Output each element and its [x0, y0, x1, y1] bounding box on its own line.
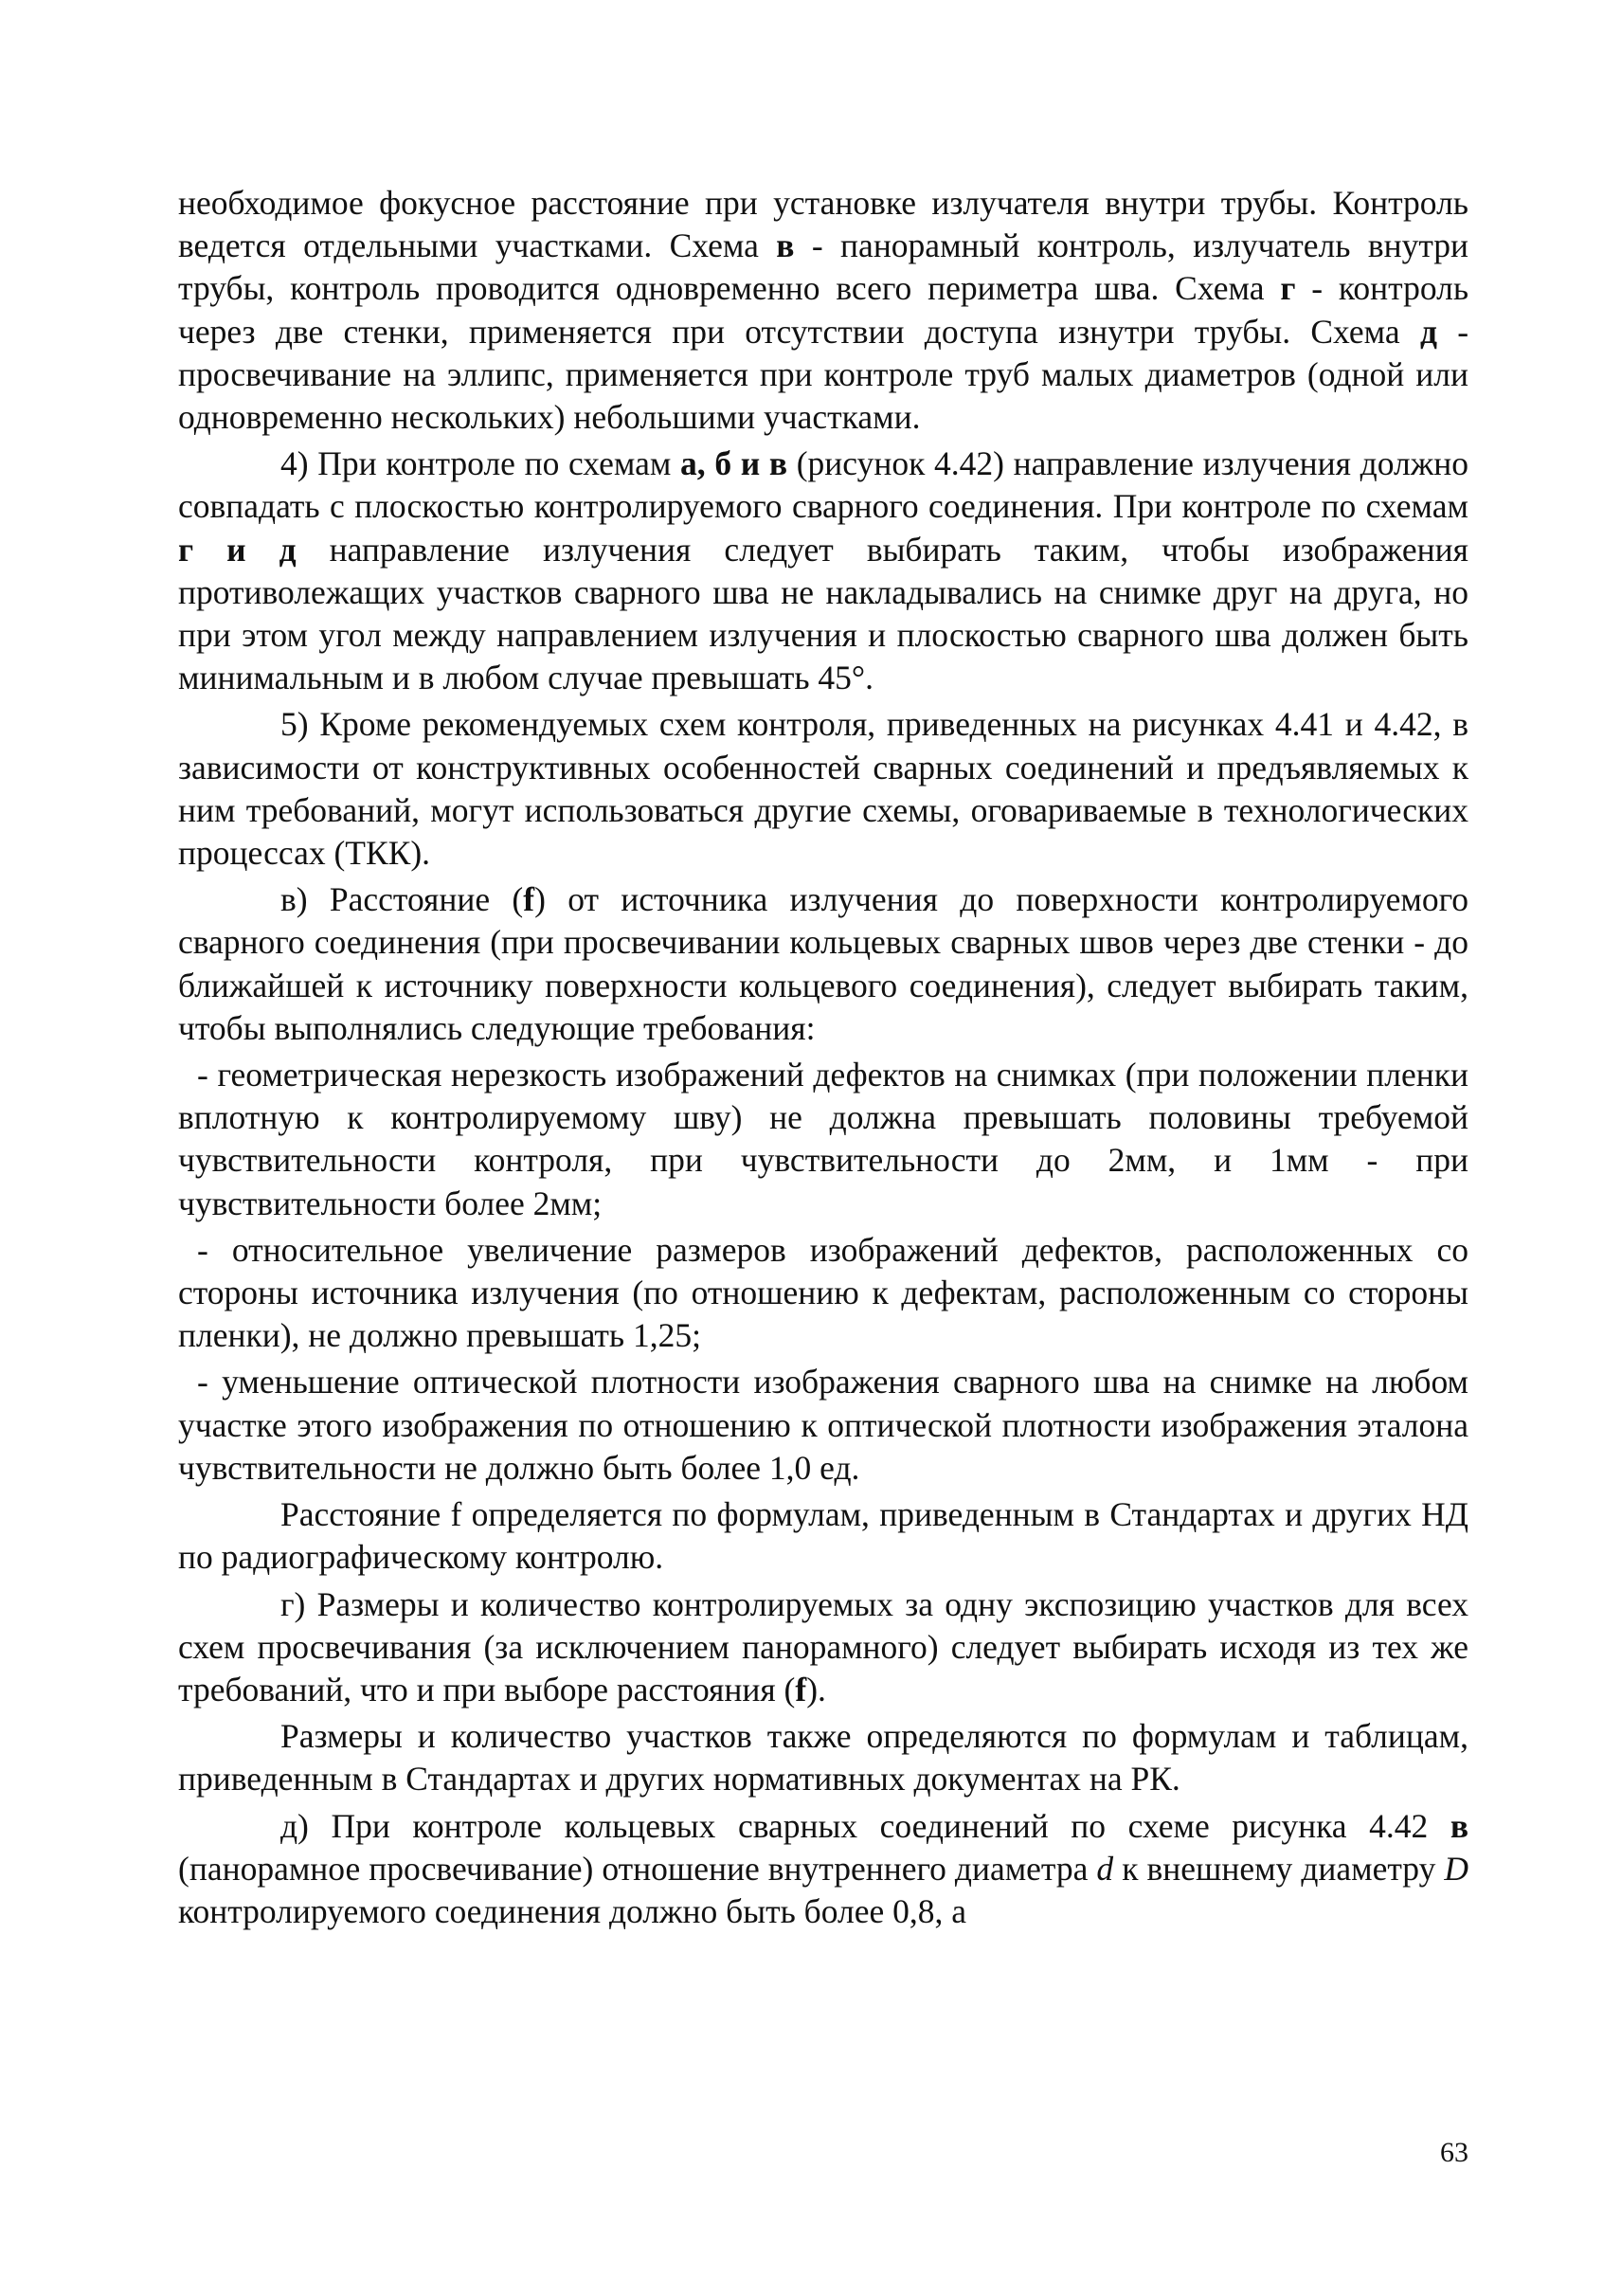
paragraph-item-g-sizes: г) Размеры и количество контролируемых за одну экспозицию участков для всех схем просвечивания (за исключением панорамного) следует выбирать исходя из тех же требований, что и при выборе расстояния (f). [178, 1584, 1468, 1708]
paragraph-item-d-ring-welds: д) При контроле кольцевых сварных соединений по схеме рисунка 4.42 в (панорамное просвечивание) отношение внутреннего диаметра d к внешнему диаметру D контролируемого соединения должно быть более 0,8, а [178, 1806, 1469, 1930]
body-text [178, 182, 1468, 1937]
paragraph-distance-formula: Расстояние f определяется по формулам, приведенным в Стандартах и других НД по радиографическому контролю. [178, 1495, 1468, 1577]
requirement-geometric-unsharpness: - геометрическая нерезкость изображений дефектов на снимках (при положении пленки вплотную к контролируемому шву) не должна превышать половины требуемой чувствительности контроля, при чувствительности до 2мм, и 1мм - при чувствительности более 2мм; [178, 1056, 1468, 1222]
paragraph-item-v-distance: в) Расстояние (f) от источника излучения до поверхности контролируемого сварного соединения (при просвечивании кольцевых сварных швов через две стенки - до ближайшей к источнику поверхности кольцевого соединения), следует выбирать таким, чтобы выполнялись следующие требования: [178, 880, 1468, 1047]
page-number: 63 [1440, 2137, 1468, 2168]
paragraph-schemes-description: необходимое фокусное расстояние при установке излучателя внутри трубы. Контроль ведется отдельными участками. Схема в - панорамный контроль, излучатель внутри трубы, контроль проводится одновременно всего периметра шва. Схема г - контроль через две стенки, применяется при отсутствии доступа изнутри трубы. Схема д - просвечивание на эллипс, применяется при контроле труб малых диаметров (одной или одновременно нескольких) небольшими участками. [178, 184, 1469, 437]
requirement-optical-density: - уменьшение оптической плотности изображения сварного шва на снимке на любом участке этого изображения по отношению к оптической плотности изображения эталона чувствительности не должно быть более 1,0 ед. [178, 1363, 1468, 1487]
requirement-relative-magnification: - относительное увеличение размеров изображений дефектов, расположенных со стороны источника излучения (по отношению к дефектам, расположенным со стороны пленки), не должно превышать 1,25; [178, 1230, 1468, 1355]
paragraph-item-5: 5) Кроме рекомендуемых схем контроля, приведенных на рисунках 4.41 и 4.42, в зависимости от конструктивных особенностей сварных соединений и предъявляемых к ним требований, могут использоваться другие схемы, оговариваемые в технологических процессах (ТКК). [178, 705, 1468, 873]
paragraph-item-4: 4) При контроле по схемам а, б и в (рисунок 4.42) направление излучения должно совпадать с плоскостью контролируемого сварного соединения. При контроле по схемам г и д направление излучения следует выбирать таким, чтобы изображения противолежащих участков сварного шва не накладывались на снимке друг на друга, но при этом угол между направлением излучения и плоскостью сварного шва должен быть минимальным и в любом случае превышать 45°. [178, 444, 1468, 697]
paragraph-sizes-formulas: Размеры и количество участков также определяются по формулам и таблицам, приведенным в Стандартах и других нормативных документах на РК. [178, 1717, 1468, 1799]
